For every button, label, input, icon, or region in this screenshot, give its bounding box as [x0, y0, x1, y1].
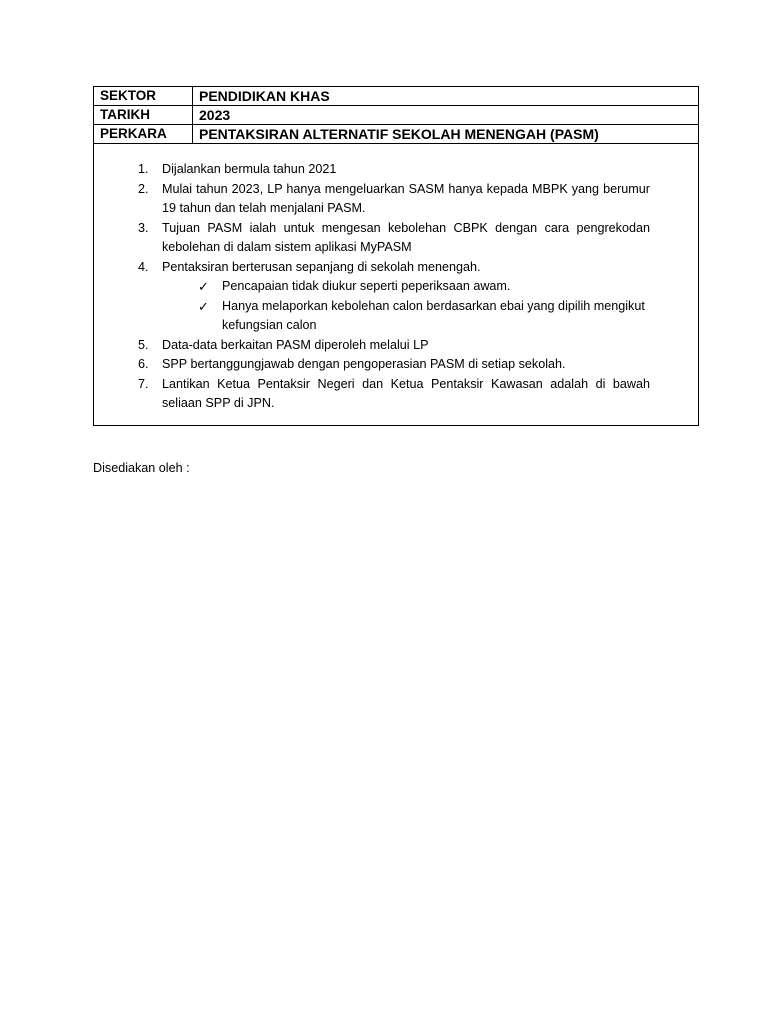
list-item [138, 336, 650, 356]
item-number: 7. [138, 376, 149, 391]
list-item [138, 355, 650, 375]
item-text: Lantikan Ketua Pentaksir Negeri dan Ketua Pentaksir Kawasan adalah di bawah seliaan SPP di JPN. [162, 376, 650, 410]
item-text: SPP bertanggungjawab dengan pengoperasian PASM di setiap sekolah. [162, 357, 566, 371]
item-text: Mulai tahun 2023, LP hanya mengeluarkan SASM hanya kepada MBPK yang berumur 19 tahun dan telah menjalani PASM. [162, 181, 650, 215]
sub-item-text: Pencapaian tidak diukur seperti peperiksaan awam. [222, 279, 511, 293]
header-row-tarikh [94, 106, 699, 125]
header-value: 2023 [193, 106, 699, 125]
checkmark-icon: ✓ [198, 279, 209, 294]
item-number: 1. [138, 162, 149, 176]
item-number: 4. [138, 259, 149, 274]
item-text: Tujuan PASM ialah untuk mengesan kebolehan CBPK dengan cara pengrekodan kebolehan di dalam sistem aplikasi MyPASM [162, 220, 650, 254]
header-key: PERKARA [94, 125, 193, 144]
item-number: 6. [138, 357, 149, 371]
sub-list-item [198, 277, 698, 297]
sub-item-text: Hanya melaporkan kebolehan calon berdasarkan ebai yang dipilih mengikut kefungsian calon [222, 298, 645, 332]
list-item [138, 375, 650, 414]
list-item [138, 180, 650, 219]
list-item [138, 219, 650, 258]
list-item [138, 258, 650, 336]
checkmark-icon: ✓ [198, 298, 209, 314]
content-box [93, 144, 699, 426]
header-row-perkara [94, 125, 699, 144]
item-number: 2. [138, 181, 149, 196]
prepared-by-label: Disediakan oleh : [93, 461, 190, 475]
header-key: TARIKH [94, 106, 193, 125]
sub-points-list [198, 277, 698, 336]
header-table [93, 86, 699, 144]
points-list [138, 160, 650, 414]
sub-list-item [198, 297, 698, 336]
item-number: 3. [138, 220, 149, 235]
document-sheet [93, 86, 699, 426]
list-item [138, 160, 650, 180]
header-value: PENDIDIKAN KHAS [193, 87, 699, 106]
header-value: PENTAKSIRAN ALTERNATIF SEKOLAH MENENGAH (PASM) [193, 125, 699, 144]
item-number: 5. [138, 337, 149, 352]
item-text: Dijalankan bermula tahun 2021 [162, 162, 337, 176]
header-key: SEKTOR [94, 87, 193, 106]
item-text: Pentaksiran berterusan sepanjang di sekolah menengah. [162, 259, 481, 274]
header-row-sektor [94, 87, 699, 106]
item-text: Data-data berkaitan PASM diperoleh melalui LP [162, 337, 429, 352]
